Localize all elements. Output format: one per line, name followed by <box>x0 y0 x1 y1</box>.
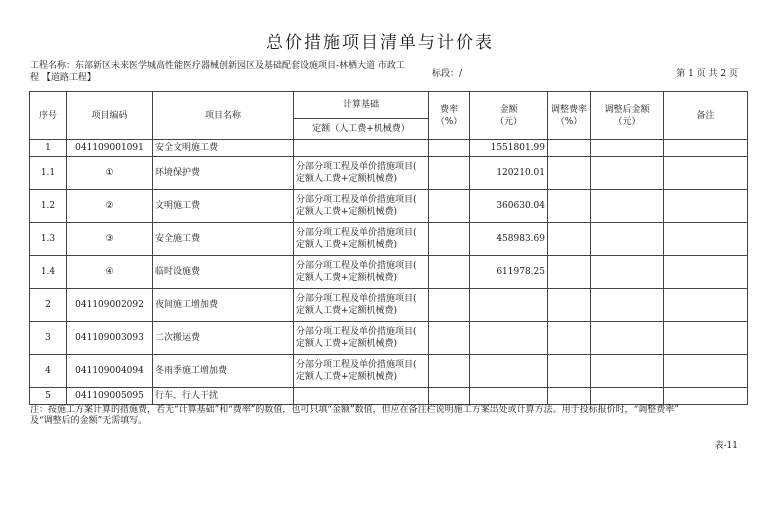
header-basis: 计算基础 <box>294 92 429 119</box>
cell-remark <box>664 190 748 223</box>
header-code: 项目编码 <box>67 92 153 140</box>
cell-code: 041109005095 <box>67 388 153 405</box>
cell-amount: 458983.69 <box>470 223 548 256</box>
cell-basis-line1: 分部分项工程及单价措施项目( <box>296 228 417 238</box>
cell-basis-line1: 分部分项工程及单价措施项目( <box>296 294 417 304</box>
cell-amount <box>470 322 548 355</box>
cell-adjusted-rate <box>548 140 591 157</box>
table-row <box>30 289 748 322</box>
cell-basis <box>294 256 429 289</box>
table-row <box>30 157 748 190</box>
cell-seq: 1.3 <box>30 223 67 256</box>
cell-adjusted-amount <box>591 157 664 190</box>
header-seq: 序号 <box>30 92 67 140</box>
cell-basis-line2: 定额人工费+定额机械费) <box>296 174 398 184</box>
cell-seq: 2 <box>30 289 67 322</box>
project-name <box>30 60 430 84</box>
cell-rate <box>429 190 470 223</box>
cell-amount <box>470 388 548 405</box>
cell-remark <box>664 157 748 190</box>
table-row <box>30 190 748 223</box>
cell-code: 041109002092 <box>67 289 153 322</box>
cell-adjusted-rate <box>548 256 591 289</box>
footnote <box>30 405 750 427</box>
header-rate-label: 费率 <box>439 104 458 115</box>
cell-amount <box>470 355 548 388</box>
cell-adjusted-amount <box>591 289 664 322</box>
cell-name: 环境保护费 <box>153 157 294 190</box>
cell-seq: 1.2 <box>30 190 67 223</box>
cell-basis-line2: 定额人工费+定额机械费) <box>296 372 398 382</box>
cell-code: ④ <box>67 256 153 289</box>
cell-name: 文明施工费 <box>153 190 294 223</box>
cell-basis <box>294 322 429 355</box>
cell-name: 安全施工费 <box>153 223 294 256</box>
header-basis-sub: 定额（人工费+机械费） <box>294 119 429 140</box>
cell-code: 041109004094 <box>67 355 153 388</box>
cell-seq: 4 <box>30 355 67 388</box>
cell-remark <box>664 355 748 388</box>
cell-name: 行车、行人干扰 <box>153 388 294 405</box>
cell-basis <box>294 190 429 223</box>
header-amount <box>470 92 548 140</box>
page-title: 总价措施项目清单与计价表 <box>266 33 494 53</box>
table-row <box>30 140 748 157</box>
cell-code: ① <box>67 157 153 190</box>
footnote-line2: 及“调整后的金额”无需填写。 <box>30 416 148 426</box>
cell-basis <box>294 289 429 322</box>
cell-basis <box>294 223 429 256</box>
cell-basis-line2: 定额人工费+定额机械费) <box>296 207 398 217</box>
cell-remark <box>664 289 748 322</box>
footnote-line1: 注：按施工方案计算的措施费，若无“计算基础”和“费率”的数值，也可只填“金额”数值，但应在备注栏说明施工方案出处或计算方法。用于投标报价时，“调整费率” <box>30 405 679 415</box>
header-adjusted-amount <box>591 92 664 140</box>
cell-code: ② <box>67 190 153 223</box>
cell-name: 二次搬运费 <box>153 322 294 355</box>
table-row <box>30 223 748 256</box>
cell-basis-line2: 定额人工费+定额机械费) <box>296 339 398 349</box>
header-rate-unit: （%） <box>435 116 463 127</box>
cell-adjusted-amount <box>591 388 664 405</box>
section-label: 标段：/ <box>432 69 463 79</box>
cell-remark <box>664 140 748 157</box>
cell-adjusted-rate <box>548 388 591 405</box>
table-row <box>30 322 748 355</box>
header-amount-unit: （元） <box>494 116 522 127</box>
cell-rate <box>429 289 470 322</box>
header-adjusted-rate <box>548 92 591 140</box>
cell-amount <box>470 289 548 322</box>
cell-amount: 120210.01 <box>470 157 548 190</box>
header-amount-label: 金额 <box>499 104 518 115</box>
cell-basis-line1: 分部分项工程及单价措施项目( <box>296 261 417 271</box>
cell-seq: 1 <box>30 140 67 157</box>
cell-rate <box>429 140 470 157</box>
cell-code: ③ <box>67 223 153 256</box>
header-name: 项目名称 <box>153 92 294 140</box>
cell-basis <box>294 157 429 190</box>
cell-basis <box>294 388 429 405</box>
cell-rate <box>429 223 470 256</box>
cell-basis-line2: 定额人工费+定额机械费) <box>296 273 398 283</box>
cell-adjusted-amount <box>591 190 664 223</box>
cell-code: 041109001091 <box>67 140 153 157</box>
cell-rate <box>429 157 470 190</box>
cell-adjusted-rate <box>548 223 591 256</box>
project-name-line1: 工程名称：东部新区未来医学城高性能医疗器械创新园区及基础配套设施项目-林栖大道 市政工 <box>30 61 405 71</box>
cell-basis-line2: 定额人工费+定额机械费) <box>296 306 398 316</box>
cell-adjusted-rate <box>548 322 591 355</box>
cell-basis <box>294 355 429 388</box>
cell-amount: 360630.04 <box>470 190 548 223</box>
cell-adjusted-rate <box>548 355 591 388</box>
cell-name: 冬雨季施工增加费 <box>153 355 294 388</box>
header-adjusted-amount-label: 调整后金额 <box>604 104 650 115</box>
cell-remark <box>664 322 748 355</box>
header-adjusted-rate-label: 调整费率 <box>550 104 587 115</box>
cell-rate <box>429 256 470 289</box>
cell-seq: 1.1 <box>30 157 67 190</box>
table-row <box>30 256 748 289</box>
cell-basis-line1: 分部分项工程及单价措施项目( <box>296 327 417 337</box>
cell-name: 安全文明施工费 <box>153 140 294 157</box>
cell-basis <box>294 140 429 157</box>
header-adjusted-rate-unit: （%） <box>555 116 583 127</box>
table-number: 表-11 <box>714 441 738 451</box>
cell-basis-line1: 分部分项工程及单价措施项目( <box>296 360 417 370</box>
table-row <box>30 388 748 405</box>
cell-adjusted-amount <box>591 322 664 355</box>
cell-remark <box>664 223 748 256</box>
cell-code: 041109003093 <box>67 322 153 355</box>
cell-adjusted-rate <box>548 157 591 190</box>
table-row <box>30 355 748 388</box>
cell-seq: 5 <box>30 388 67 405</box>
cell-remark <box>664 388 748 405</box>
cell-seq: 1.4 <box>30 256 67 289</box>
header-adjusted-amount-unit: （元） <box>613 116 641 127</box>
cell-amount: 1551801.99 <box>470 140 548 157</box>
cell-adjusted-rate <box>548 190 591 223</box>
page-indicator: 第 1 页 共 2 页 <box>676 69 738 79</box>
cell-adjusted-amount <box>591 355 664 388</box>
cell-adjusted-rate <box>548 289 591 322</box>
measures-table <box>29 91 748 405</box>
cell-name: 临时设施费 <box>153 256 294 289</box>
cell-amount: 611978.25 <box>470 256 548 289</box>
header-remark: 备注 <box>664 92 748 140</box>
header-rate <box>429 92 470 140</box>
cell-seq: 3 <box>30 322 67 355</box>
cell-basis-line2: 定额人工费+定额机械费) <box>296 240 398 250</box>
cell-rate <box>429 322 470 355</box>
cell-rate <box>429 355 470 388</box>
cell-adjusted-amount <box>591 140 664 157</box>
cell-basis-line1: 分部分项工程及单价措施项目( <box>296 162 417 172</box>
cell-remark <box>664 256 748 289</box>
cell-basis-line1: 分部分项工程及单价措施项目( <box>296 195 417 205</box>
cell-adjusted-amount <box>591 256 664 289</box>
cell-name: 夜间施工增加费 <box>153 289 294 322</box>
cell-rate <box>429 388 470 405</box>
project-name-line2: 程 【道路工程】 <box>30 73 96 83</box>
cell-adjusted-amount <box>591 223 664 256</box>
